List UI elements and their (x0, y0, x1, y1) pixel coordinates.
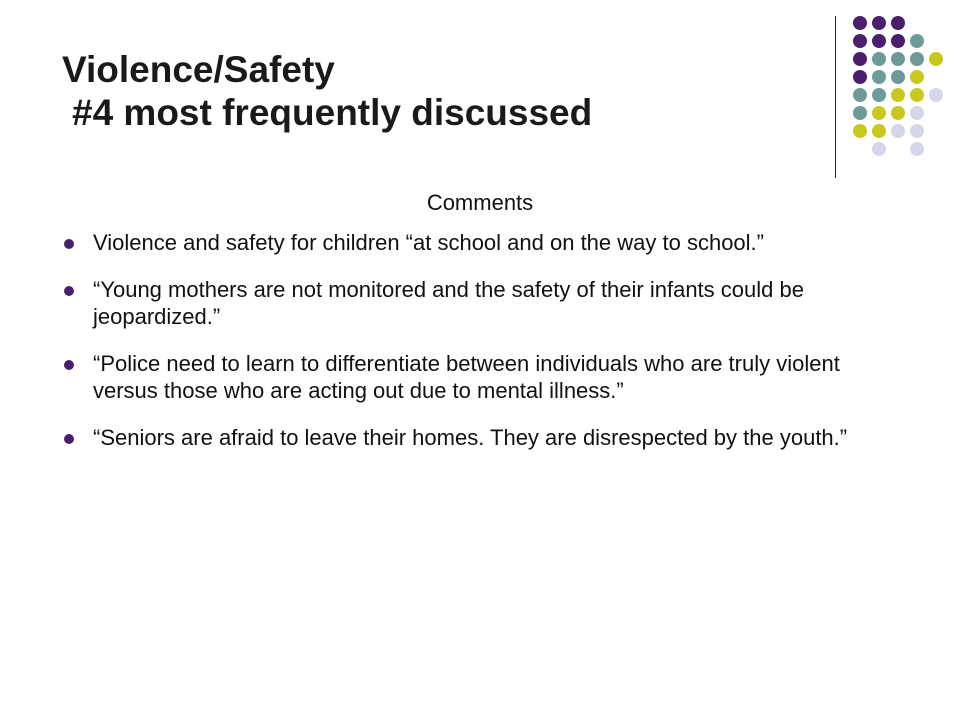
decorative-dot (910, 106, 924, 120)
decorative-dot (872, 70, 886, 84)
decorative-dot (929, 52, 943, 66)
decorative-dot (910, 88, 924, 102)
decorative-dot (853, 106, 867, 120)
decorative-dot (853, 34, 867, 48)
decorative-dot (872, 124, 886, 138)
decorative-dot (853, 70, 867, 84)
decorative-dot (891, 106, 905, 120)
comment-text: “Seniors are afraid to leave their homes. They are disrespected by the youth.” (93, 425, 848, 450)
bullet-icon (64, 286, 74, 296)
decorative-dot (872, 52, 886, 66)
slide-title (62, 48, 822, 134)
bullet-icon (64, 434, 74, 444)
comment-item (62, 276, 902, 330)
decorative-dot (929, 88, 943, 102)
decorative-dot (891, 52, 905, 66)
decorative-dot (910, 52, 924, 66)
decorative-dot (872, 34, 886, 48)
comment-list (62, 229, 902, 471)
comment-text: “Police need to learn to differentiate between individuals who are truly violent versus those who are acting out due to mental illness.” (93, 351, 840, 403)
decorative-dot (891, 70, 905, 84)
comment-item (62, 350, 902, 404)
decorative-dot (872, 16, 886, 30)
decorative-dot (891, 88, 905, 102)
comment-item (62, 424, 902, 451)
decorative-dot (853, 88, 867, 102)
decorative-dot (891, 34, 905, 48)
decorative-dot (872, 88, 886, 102)
decorative-dot (853, 16, 867, 30)
title-line-2: #4 most frequently discussed (72, 92, 593, 133)
decorative-dot (910, 124, 924, 138)
decorative-dot (910, 142, 924, 156)
bullet-icon (64, 239, 74, 249)
comment-item (62, 229, 902, 256)
decorative-dot (872, 142, 886, 156)
comments-heading: Comments (426, 190, 534, 215)
decorative-dot (853, 52, 867, 66)
decorative-dot (853, 124, 867, 138)
comment-text: Violence and safety for children “at school and on the way to school.” (93, 230, 764, 255)
decorative-dot (910, 34, 924, 48)
bullet-icon (64, 360, 74, 370)
decorative-vertical-line (835, 16, 836, 178)
decorative-dot (872, 106, 886, 120)
decorative-dot (891, 16, 905, 30)
decorative-dot (910, 70, 924, 84)
comment-text: “Young mothers are not monitored and the safety of their infants could be jeopardized.” (93, 277, 804, 329)
decorative-dot (891, 124, 905, 138)
title-line-1: Violence/Safety (62, 49, 335, 90)
